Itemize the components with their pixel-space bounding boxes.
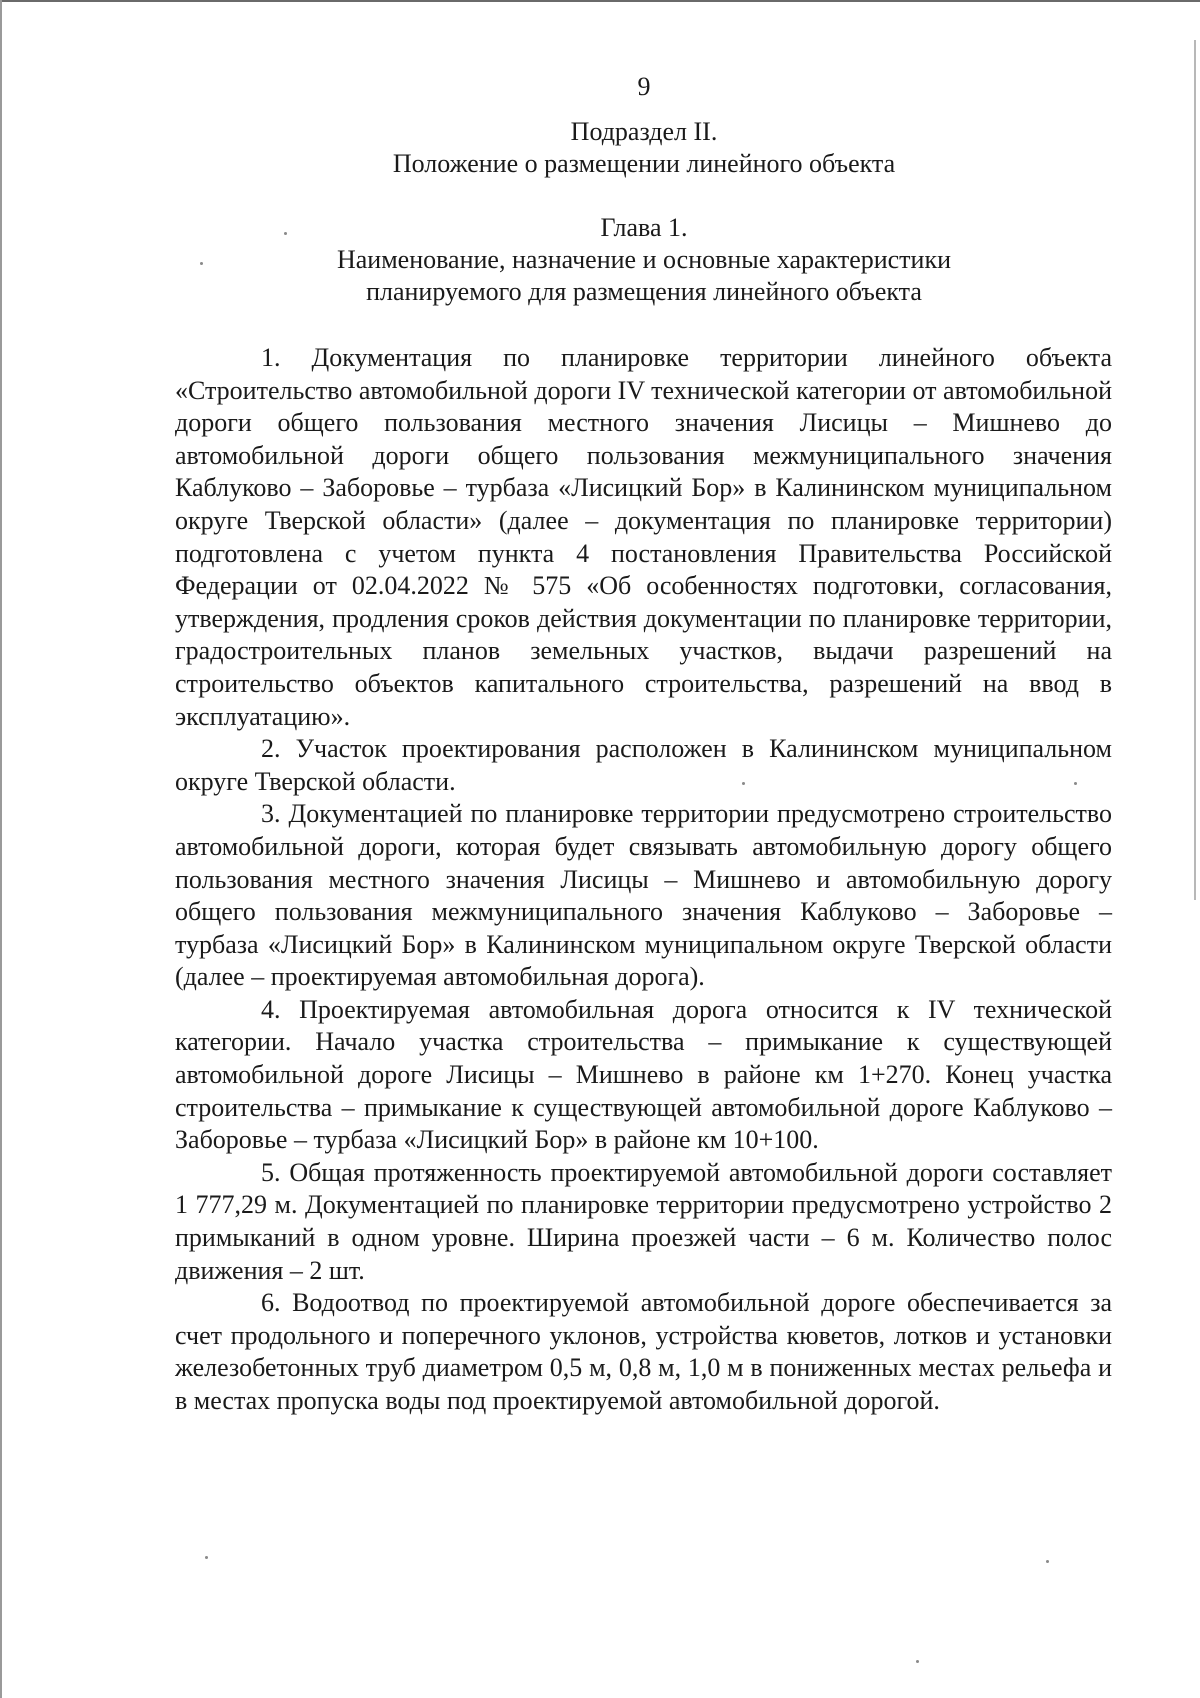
paragraph-1: 1. Документация по планировке территории линейного объекта «Строительство автомобильной дороги IV технической категории от автомобильной дороги общего пользования местного значения Лисицы – Мишнево до автомобильной дороги общего пользования межмуниципального значения Каблуково – Заборовье – турбаза «Лисицкий Бор» в Калининском муниципальном округе Тверской области» (далее – документация по планировке территории) подготовлена с учетом пункта 4 постановления Правительства Российской Федерации от 02.04.2022 № 575 «Об особенностях подготовки, согласования, утверждения, продления сроков действия документации по планировке территории, градостроительных планов земельных участков, выдачи разрешений на строительство объектов капитального строительства, разрешений на ввод в эксплуатацию». [175,343,1112,731]
scan-speck [205,1556,208,1559]
scan-speck [916,1660,919,1663]
chapter-title: Глава 1. [600,213,688,242]
paragraph-3: 3. Документацией по планировке территории предусмотрено строительство автомобильной дороги, которая будет связывать автомобильную дорогу общего пользования местного значения Лисицы – Мишнево и автомобильную дорогу общего пользования межмуниципального значения Каблуково – Заборовье – турбаза «Лисицкий Бор» в Калининском муниципальном округе Тверской области (далее – проектируемая автомобильная дорога). [175,799,1112,992]
chapter-title-line-1: Наименование, назначение и основные характеристики [336,245,952,274]
paragraph-2: 2. Участок проектирования расположен в Калининском муниципальном округе Тверской области. [175,734,1112,796]
paragraph-4: 4. Проектируемая автомобильная дорога относится к IV технической категории. Начало участка строительства – примыкание к существующей автомобильной дороге Лисицы – Мишнево в районе км 1+270. Конец участка строительства – примыкание к существующей автомобильной дороге Каблуково – Заборовье – турбаза «Лисицкий Бор» в районе км 10+100. [175,994,1112,1155]
document-body [175,342,1112,1418]
chapter-heading [0,212,1200,308]
scan-speck [284,232,287,235]
scan-speck [742,782,745,785]
subsection-heading [0,116,1200,180]
scan-speck [200,262,203,265]
paragraph-6: 6. Водоотвод по проектируемой автомобильной дороге обеспечивается за счет продольного и поперечного уклонов, устройства кюветов, лотков и установки железобетонных труб диаметром 0,5 м, 0,8 м, 1,0 м в пониженных местах рельефа и в местах пропуска воды под проектируемой автомобильной дорогой. [175,1288,1112,1415]
scan-speck [1046,1560,1049,1563]
scan-edge-top [0,0,1200,2]
paragraph-5: 5. Общая протяженность проектируемой автомобильной дороги составляет 1 777,29 м. Документацией по планировке территории предусмотрено устройство 2 примыканий в одном уровне. Ширина проезжей части – 6 м. Количество полос движения – 2 шт. [175,1157,1112,1285]
page-number: 9 [637,72,651,101]
chapter-title-line-2: планируемого для размещения линейного объекта [366,277,922,306]
subsection-subtitle: Положение о размещении линейного объекта [392,149,896,178]
subsection-title: Подраздел II. [570,117,718,146]
scan-speck [1074,782,1077,785]
